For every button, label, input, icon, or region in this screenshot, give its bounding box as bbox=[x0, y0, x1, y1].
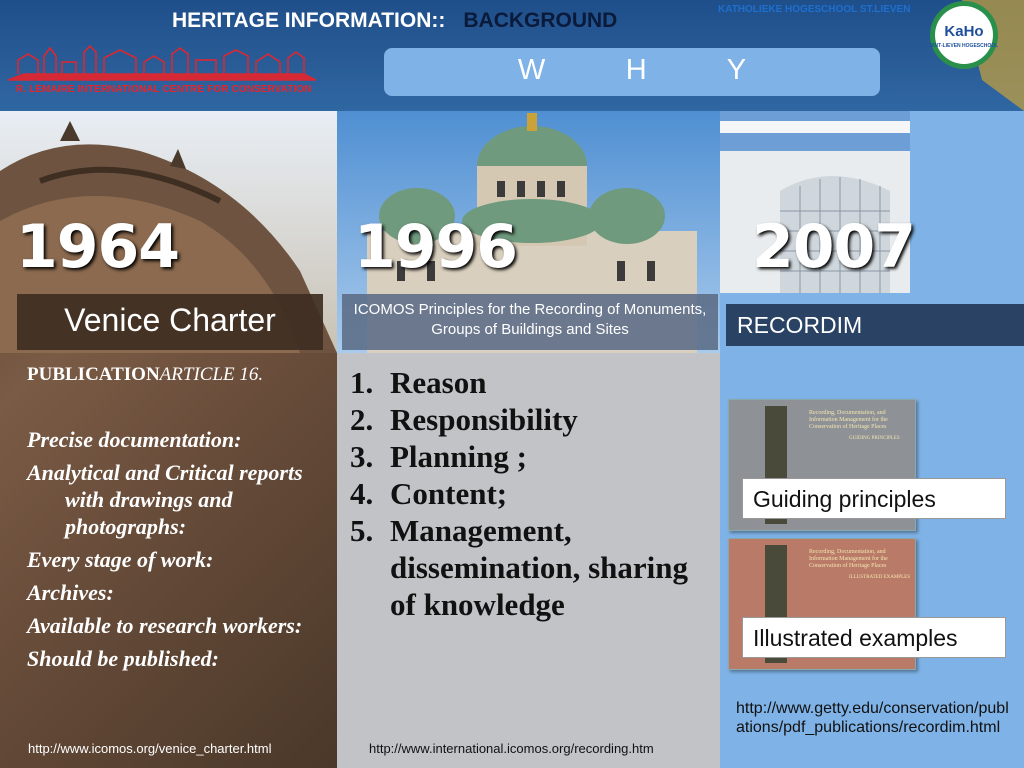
list-item bbox=[350, 401, 710, 438]
year-1996: 1996 bbox=[354, 212, 517, 282]
list-item bbox=[350, 364, 710, 401]
illustrated-examples-label: Illustrated examples bbox=[742, 617, 1006, 658]
article-label: ARTICLE 16. bbox=[159, 364, 264, 385]
why-text: W H Y bbox=[517, 54, 747, 86]
book-title: Recording, Documentation, and Information Management for the Conservation of Heritage Places bbox=[809, 549, 888, 569]
book-title: Recording, Documentation, and Information Management for the Conservation of Heritage Places bbox=[809, 410, 888, 430]
item-text: Responsibility bbox=[390, 402, 578, 437]
list-item: Analytical and Critical reports with drawings and photographs: bbox=[27, 460, 303, 539]
list-item bbox=[350, 475, 710, 512]
list-item: Precise documentation: bbox=[27, 427, 242, 452]
sint-lieven-logo bbox=[922, 0, 1024, 111]
getty-recordim-link[interactable]: http://www.getty.edu/conservation/publ ations/pdf_publications/recordim.html bbox=[736, 700, 1009, 736]
svg-text:KaHo: KaHo bbox=[944, 23, 984, 40]
list-item: Should be published: bbox=[27, 646, 219, 671]
lemaire-centre-name: R. LEMAIRE INTERNATIONAL CENTRE FOR CONSERVATION bbox=[16, 84, 312, 95]
year-1964: 1964 bbox=[16, 212, 179, 282]
recording-principles-list bbox=[350, 364, 710, 623]
venice-requirements-list bbox=[27, 426, 327, 678]
list-item: Archives: bbox=[27, 580, 114, 605]
book-subtitle: GUIDING PRINCIPLES bbox=[849, 436, 900, 441]
title-background: BACKGROUND bbox=[463, 9, 618, 32]
item-number: 1. bbox=[350, 365, 374, 400]
title-heritage: HERITAGE INFORMATION:: bbox=[172, 9, 446, 32]
list-item bbox=[350, 438, 710, 475]
guiding-principles-label: Guiding principles bbox=[742, 478, 1006, 519]
venice-charter-link[interactable]: http://www.icomos.org/venice_charter.html bbox=[28, 741, 272, 756]
item-text: Management, dissemination, sharing of knowledge bbox=[390, 513, 689, 622]
item-text: Content; bbox=[390, 476, 508, 511]
venice-charter-title: Venice Charter bbox=[64, 302, 276, 338]
item-number: 3. bbox=[350, 439, 374, 474]
item-text: Reason bbox=[390, 365, 487, 400]
list-item: Available to research workers: bbox=[27, 613, 303, 638]
icomos-recording-link[interactable]: http://www.international.icomos.org/recording.htm bbox=[369, 741, 654, 756]
page-title bbox=[172, 9, 617, 33]
item-text: Planning ; bbox=[390, 439, 527, 474]
publication-label: PUBLICATION bbox=[27, 364, 160, 385]
icomos-principles-title: ICOMOS Principles for the Recording of Monuments, Groups of Buildings and Sites bbox=[353, 301, 707, 338]
school-name: KATHOLIEKE HOGESCHOOL ST.LIEVEN bbox=[718, 4, 911, 15]
sint-lieven-logo-text: SINT-LIEVEN HOGESCHOOL bbox=[929, 43, 999, 49]
book-subtitle: ILLUSTRATED EXAMPLES bbox=[849, 575, 910, 580]
recordim-title: RECORDIM bbox=[737, 312, 863, 338]
year-2007: 2007 bbox=[752, 212, 915, 282]
item-number: 5. bbox=[350, 513, 374, 548]
item-number: 2. bbox=[350, 402, 374, 437]
list-item bbox=[350, 512, 710, 623]
item-number: 4. bbox=[350, 476, 374, 511]
publication-article-heading bbox=[27, 364, 263, 386]
list-item: Every stage of work: bbox=[27, 547, 214, 572]
